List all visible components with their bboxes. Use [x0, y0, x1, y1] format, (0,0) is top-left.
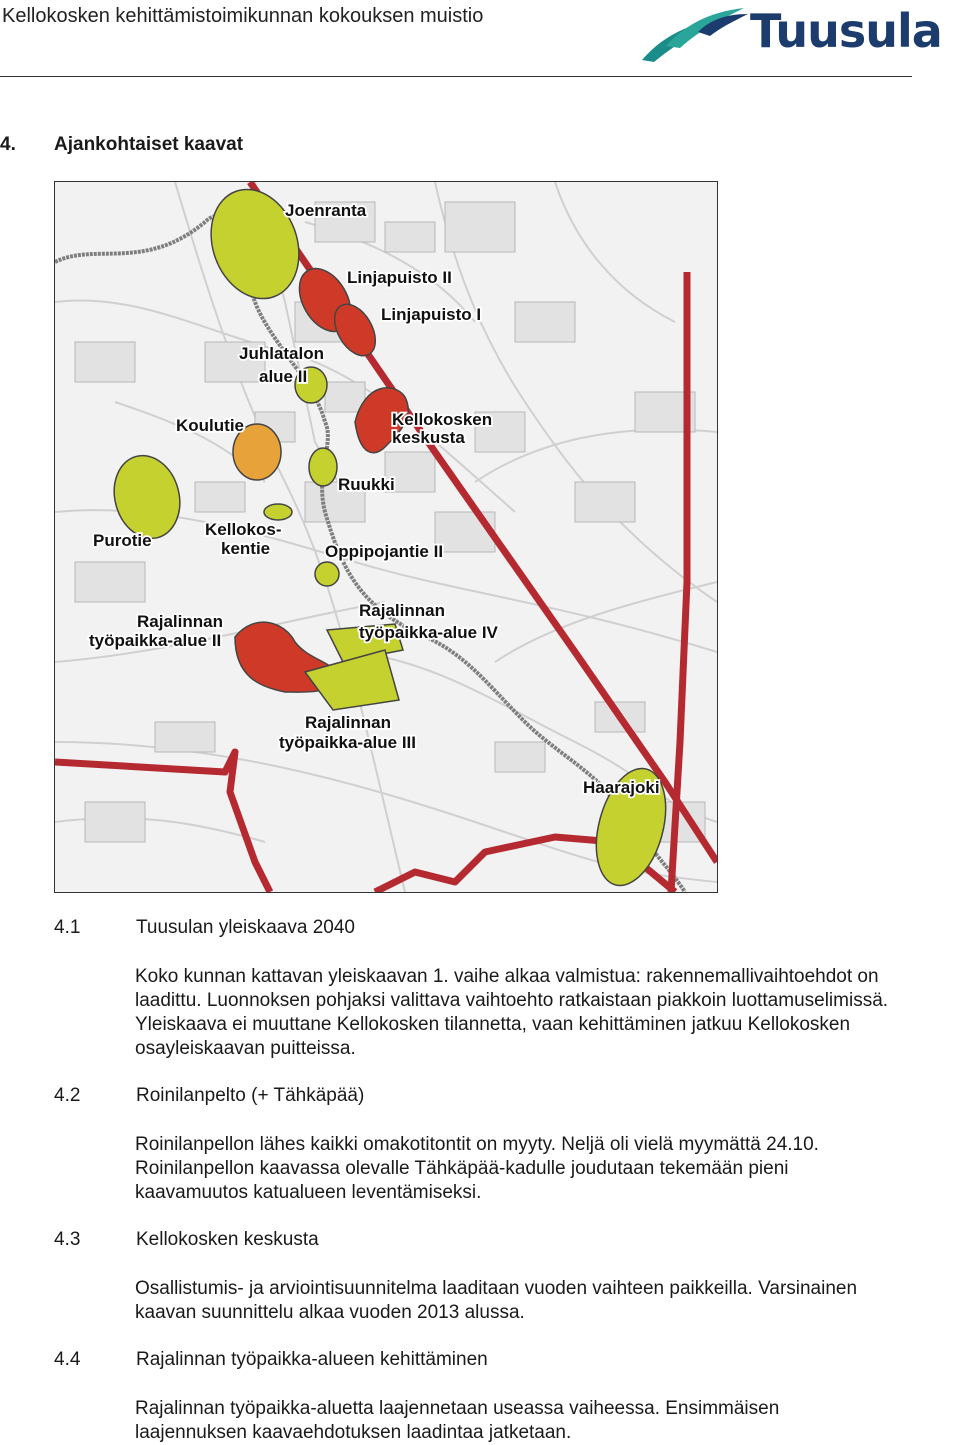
tuusula-logo [636, 2, 942, 68]
area-kellokoskentie [264, 504, 292, 520]
text-line: Osallistumis- ja arviointisuunnitelma laaditaan vuoden vaihteen paikkeilla. Varsinainen [135, 1278, 858, 1299]
subsection-title: Kellokosken keskusta [136, 1229, 319, 1250]
label-haarajoki: Haarajoki [583, 778, 660, 797]
area-oppipojantie [315, 562, 339, 586]
section-title: Ajankohtaiset kaavat [54, 134, 244, 155]
text-line: Rajalinnan työpaikka-aluetta laajennetaan useassa vaiheessa. Ensimmäisen [135, 1398, 780, 1419]
subsection-number: 4.4 [54, 1349, 81, 1370]
header-divider [0, 76, 912, 77]
text-line: osayleiskaavan puitteissa. [135, 1038, 356, 1059]
label-purotie: Purotie [93, 531, 152, 550]
label-keskusta: keskusta [392, 428, 465, 447]
label-koulutie: Koulutie [176, 416, 244, 435]
text-line: kaavamuutos katualueen leventämiseksi. [135, 1182, 482, 1203]
subsection-4-3-heading [54, 1229, 319, 1251]
tuusula-logo-mark-icon [636, 2, 756, 68]
subsection-number: 4.3 [54, 1229, 81, 1250]
subsection-title: Rajalinnan työpaikka-alueen kehittäminen [136, 1349, 488, 1370]
subsection-4-1-heading [54, 917, 355, 939]
subsection-number: 4.2 [54, 1085, 81, 1106]
subsection-4-2-text [135, 1133, 955, 1205]
label-rajalinnan-2b: työpaikka-alue II [89, 631, 222, 650]
area-ruukki [309, 448, 337, 486]
subsection-title: Tuusulan yleiskaava 2040 [136, 917, 355, 938]
label-rajalinnan-4a: Rajalinnan [359, 601, 445, 620]
label-linjapuisto-1: Linjapuisto I [381, 305, 482, 324]
subsection-number: 4.1 [54, 917, 81, 938]
subsection-4-2-heading [54, 1085, 364, 1107]
text-line: Roinilanpellon lähes kaikki omakotitontit on myyty. Neljä oli vielä myymättä 24.10. [135, 1134, 819, 1155]
label-rajalinnan-4b: työpaikka-alue IV [359, 623, 498, 642]
zoning-map-svg [55, 182, 717, 892]
label-juhlatalon: Juhlatalon [239, 344, 325, 363]
label-ruukki: Ruukki [338, 475, 395, 494]
label-joenranta: Joenranta [285, 201, 367, 220]
section-number: 4. [0, 134, 16, 155]
subsection-title: Roinilanpelto (+ Tähkäpää) [136, 1085, 365, 1106]
label-linjapuisto-2: Linjapuisto II [347, 268, 452, 287]
label-rajalinnan-2a: Rajalinnan [137, 612, 223, 631]
label-rajalinnan-3b: työpaikka-alue III [279, 733, 416, 752]
subsection-4-3-text [135, 1277, 955, 1325]
text-line: kaavan suunnittelu alkaa vuoden 2013 alussa. [135, 1302, 525, 1323]
section-heading [0, 134, 243, 156]
logo-text: Tuusula [750, 4, 942, 58]
label-kellokos: Kellokos- [205, 520, 282, 539]
label-alue-2: alue II [259, 367, 308, 386]
label-kellokosken: Kellokosken [392, 410, 493, 429]
text-line: laadittu. Luonnoksen pohjaksi valittava vaihtoehto ratkaistaan piakkoin luottamuselimissä. [135, 990, 889, 1011]
text-line: Koko kunnan kattavan yleiskaavan 1. vaihe alkaa valmistua: rakennemallivaihtoehdot on [135, 966, 879, 987]
label-oppipojantie: Oppipojantie II [325, 542, 444, 561]
zoning-map [54, 181, 718, 893]
subsection-4-4-text [135, 1397, 955, 1445]
text-line: Yleiskaava ei muuttane Kellokosken tilannetta, vaan kehittäminen jatkuu Kellokosken [135, 1014, 851, 1035]
document-header-title: Kellokosken kehittämistoimikunnan kokouksen muistio [2, 5, 484, 27]
text-line: Roinilanpellon kaavassa olevalle Tähkäpää-kadulle joudutaan tekemään pieni [135, 1158, 789, 1179]
subsection-4-1-text [135, 965, 955, 1061]
subsection-4-4-heading [54, 1349, 488, 1371]
label-rajalinnan-3a: Rajalinnan [305, 713, 391, 732]
text-line: laajennuksen kaavaehdotuksen laadintaa jatketaan. [135, 1422, 572, 1443]
label-kentie: kentie [221, 539, 271, 558]
